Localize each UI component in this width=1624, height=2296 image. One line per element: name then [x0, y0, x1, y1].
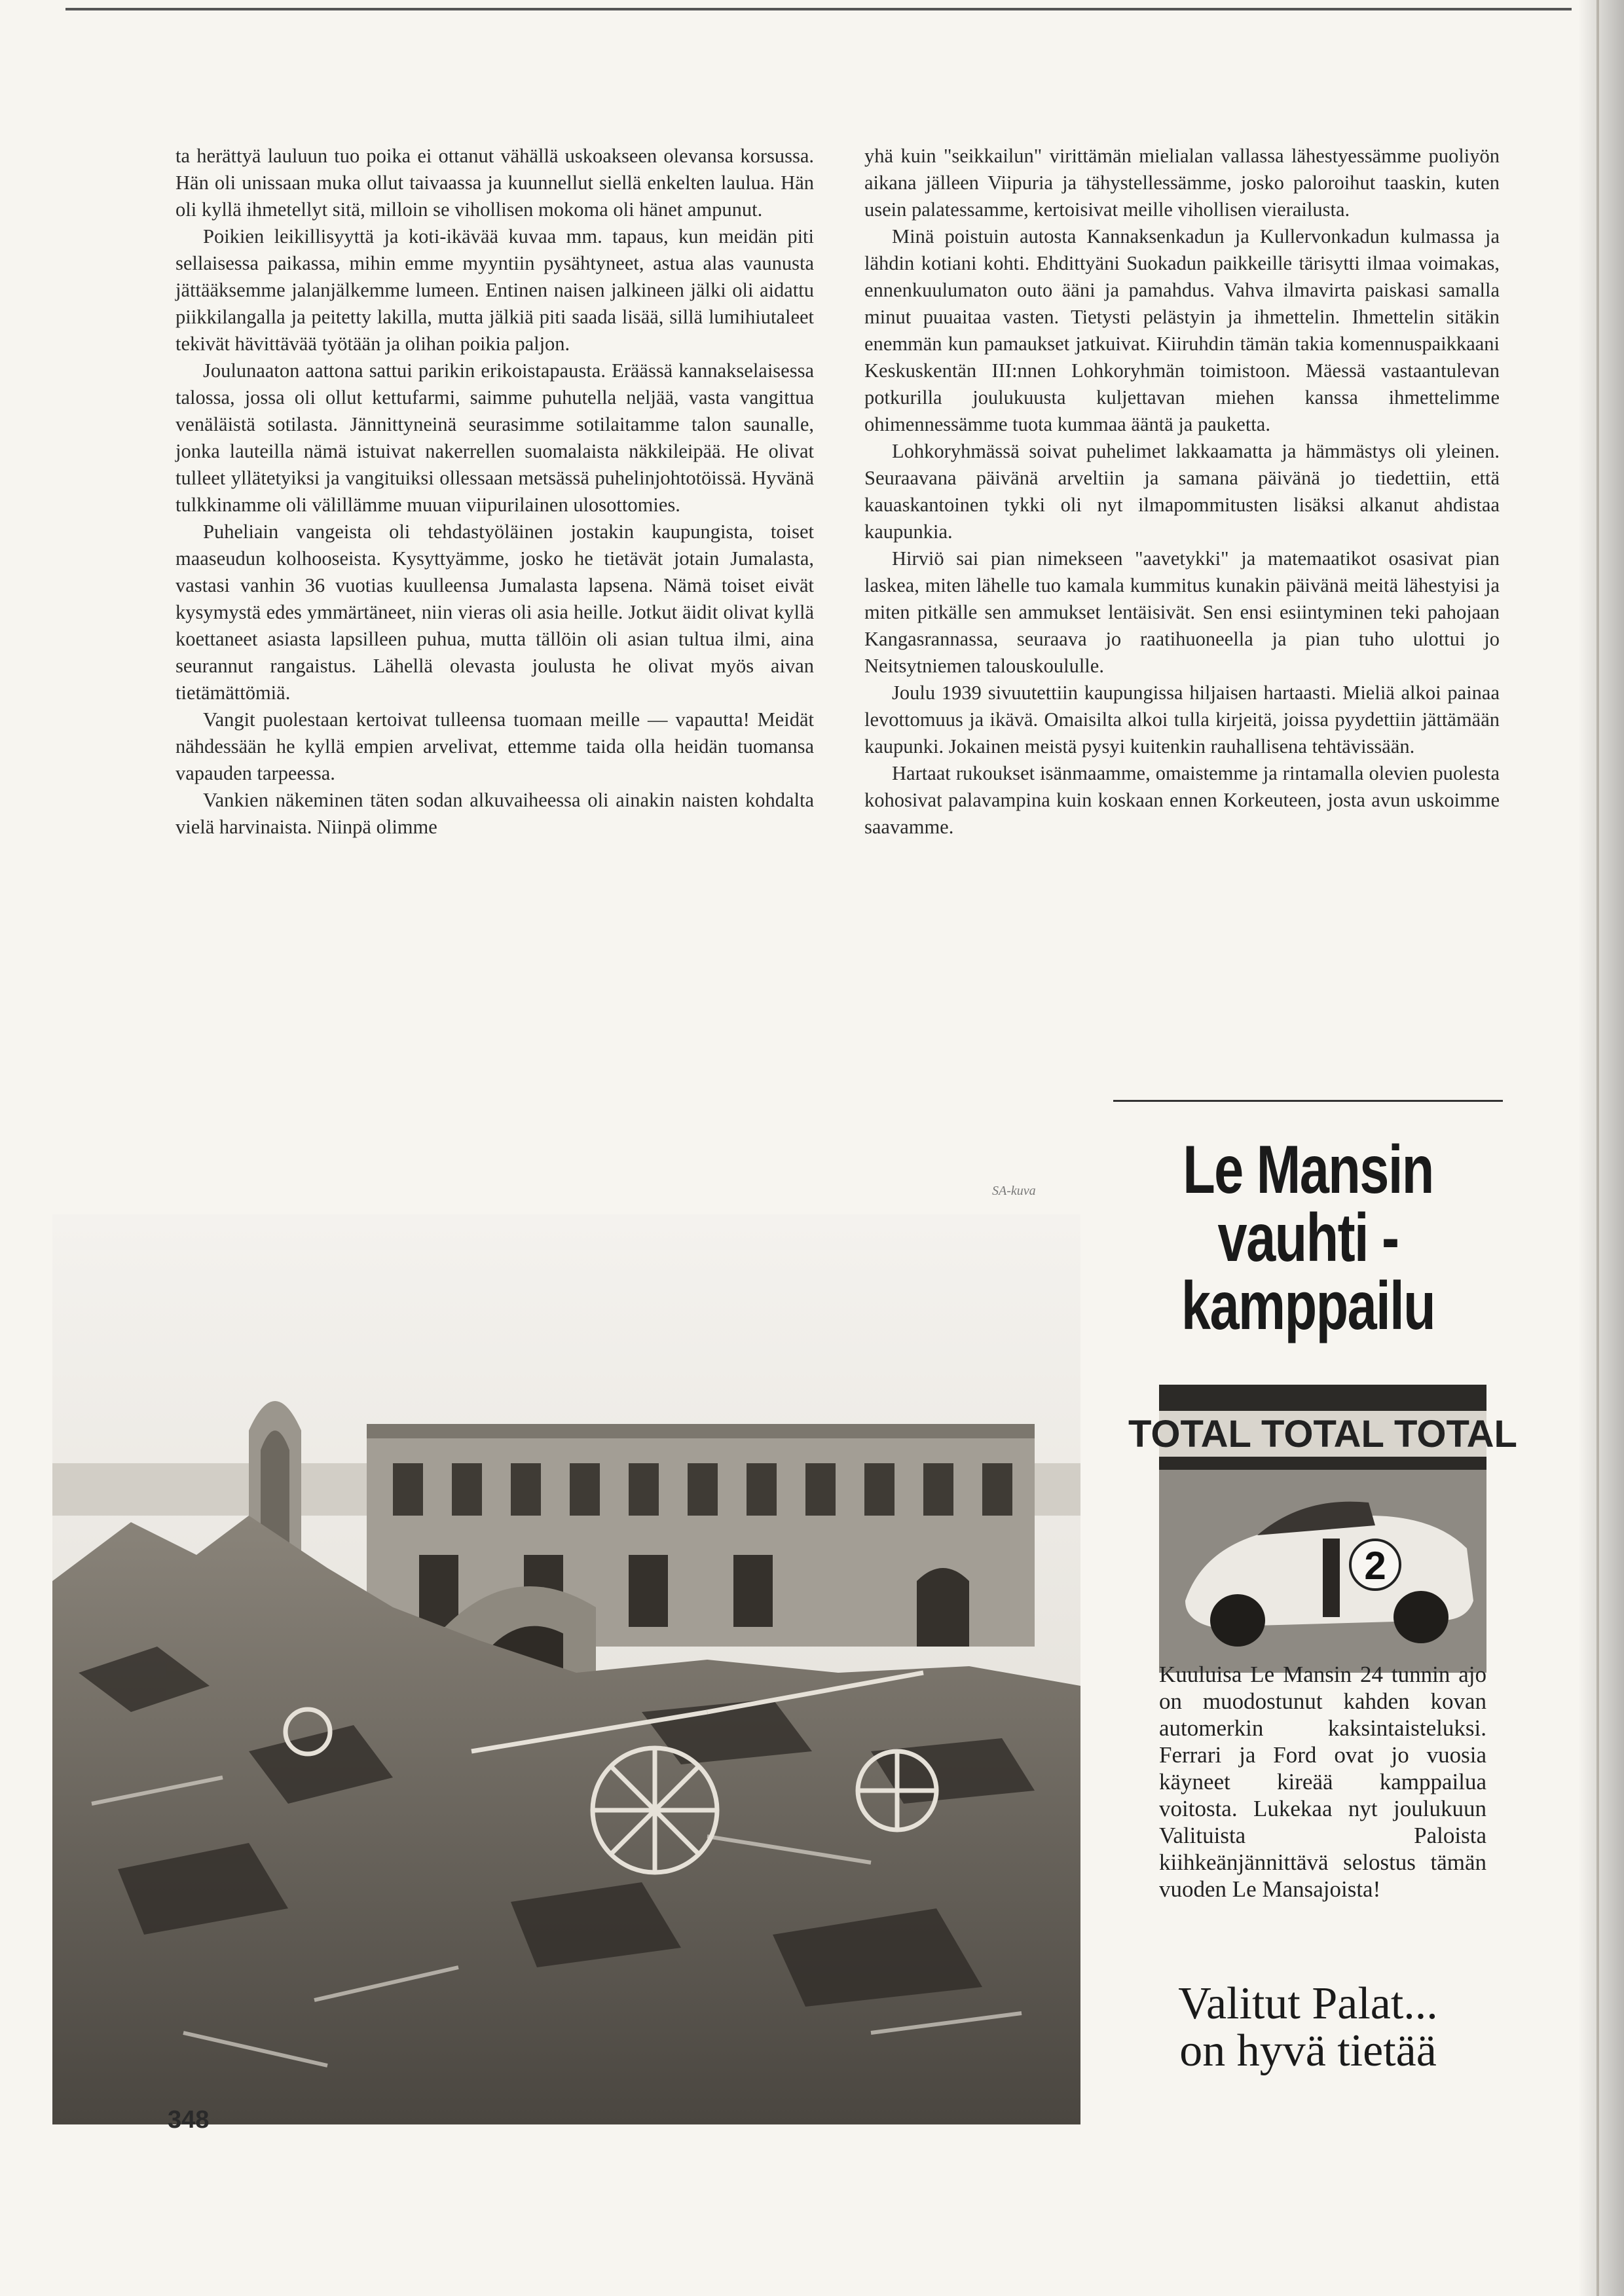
- race-car-photo: [1128, 1385, 1517, 1673]
- ad-brand-line: on hyvä tietää: [1179, 2026, 1437, 2076]
- article-right-column: [864, 143, 1500, 841]
- track-banner-text: TOTAL TOTAL TOTAL: [1128, 1413, 1517, 1455]
- paragraph: Puheliain vangeista oli tehdastyöläinen jostakin kaupungista, toiset maaseudun kolhooseista. Kysyttyämme, josko he tietävät jotain Jumalasta, vastasi vanhin 36 vuotias kuulleensa Jumalasta lapsena. Nämä toiset eivät kysymystä edes ymmärtäneet, niin vieras oli asia heille. Jotkut äidit olivat kyllä koettaneet asiasta lapsilleen puhua, mutta tällöin oli asian tultua ilmi, aina seurannut rangaistus. Lähellä olevasta joulusta he olivat myös aivan tietämättömiä.: [175, 520, 814, 704]
- ad-title: [1161, 1132, 1455, 1344]
- advertisement: [1113, 1100, 1517, 2167]
- ad-brand-line: Valitut Palat...: [1178, 1978, 1438, 2029]
- ad-title-line: Le Mansin: [1183, 1132, 1433, 1208]
- ad-title-line: kamppailu: [1181, 1268, 1435, 1344]
- paragraph: Vankien näkeminen täten sodan alkuvaiheessa oli ainakin naisten kohdalta vielä harvinaista. Niinpä olimme: [175, 789, 814, 838]
- paragraph: yhä kuin "seikkailun" virittämän mielialan vallassa lähestyessämme puoliyön aikana jälleen Viipuria ja tähystellessämme, josko paloroihut taaskin, kuten usein palatessamme, kertoisivat meille vihollisen vierailusta.: [864, 145, 1500, 221]
- station-ruins-photo: [52, 1214, 1080, 2124]
- top-rule: [65, 8, 1572, 10]
- photo-credit: SA-kuva: [992, 1184, 1036, 1198]
- car-number: 2: [1364, 1544, 1386, 1588]
- paragraph: Poikien leikillisyyttä ja koti-ikävää kuvaa mm. tapaus, kun meidän piti sellaisessa paikassa, mihin emme myyntiin pysähtyneet, astua alas vaunusta jättääksemme jalanjälkemme lumeen. Entinen naisen jalkineen jälki oli aidattu piikkilangalla ja peitetty lakilla, mutta jälkiä piti saada lisää, sillä lumihiutaleet tekivät hävittävää työtään ja olihan poikia paljon.: [175, 225, 814, 355]
- page-spine-shadow: [1578, 0, 1624, 2296]
- paragraph: ta herättyä lauluun tuo poika ei ottanut vähällä uskoakseen olevansa korsussa. Hän oli unissaan muka ollut taivaassa ja kuunnellut siellä enkelten laulua. Hän oli kyllä ihmetellyt sitä, milloin se vihollisen mokoma oli hänet ampunut.: [175, 145, 814, 221]
- paragraph: Joulu 1939 sivuutettiin kaupungissa hiljaisen hartaasti. Mieliä alkoi painaa levottomuus ja ikävä. Omaisilta alkoi tulla kirjeitä, joissa pyydettiin jättämään kaupunki. Jokainen meistä pysyi kuitenkin rauhallisena tehtävissään.: [864, 682, 1500, 757]
- page-number: 348: [168, 2106, 210, 2134]
- paragraph: Vangit puolestaan kertoivat tulleensa tuomaan meille — vapautta! Meidät nähdessään he kyllä empien arvelivat, ettemme taida olla heidän tuomansa vapauden tarpeessa.: [175, 708, 814, 784]
- ad-top-rule: [1113, 1100, 1503, 1102]
- paragraph: Hirviö sai pian nimekseen "aavetykki" ja matemaatikot osasivat pian laskea, miten lähelle tuo kamala kummitus kunakin päivänä meitä lähestyisi ja miten pitkälle sen ammukset lentäisivät. Sen ensi esiintyminen teki pahojaan Kangasrannassa, seuraava jo raatihuoneella ja pian tuho ulottui jo Neitsytniemen talouskoululle.: [864, 547, 1500, 677]
- ad-brand-slogan: [1113, 1980, 1503, 2075]
- paragraph: Joulunaaton aattona sattui parikin erikoistapausta. Eräässä kannakselaisessa talossa, jossa oli ollut kettufarmi, saimme puhutella neljää, vasta vangittua venäläistä sotilasta. Jännittyneinä seurasimme sotilaitamme talon saunalle, jonka lauteilla nämä istuivat nakerrellen suomalaista näkkileipää. He olivat tulleet yllätetyiksi ja vangituiksi ollessaan metsässä puhelinjohtotöissä. Hyvänä tulkkinamme oli välillämme muuan viipurilainen ulosottomies.: [175, 359, 814, 516]
- paragraph: Hartaat rukoukset isänmaamme, omaistemme ja rintamalla olevien puolesta kohosivat palavampina kuin koskaan ennen Korkeuteen, josta avun uskoimme saavamme.: [864, 762, 1500, 838]
- ad-body-text: Kuuluisa Le Mansin 24 tunnin ajo on muodostunut kahden kovan automerkin kaksintaisteluksi. Ferrari ja Ford ovat jo vuosia käyneet kireää kamppailua voitosta. Lukekaa nyt joulukuun Valituista Paloista kiihkeänjännittävä selostus tämän vuoden Le Mansajoista!: [1159, 1662, 1486, 1902]
- article-left-column: [175, 143, 814, 841]
- paragraph: Minä poistuin autosta Kannaksenkadun ja Kullervonkadun kulmassa ja lähdin kotiani kohti. Ehdittyäni Suokadun paikkeille tärisytti ilmaa voimakas, ennenkuulumaton outo ääni ja pamahdus. Vahva ilmavirta paiskasi samalla minut puuaitaa vasten. Tietysti pelästyin ja ihmettelin. Ihmettelin sitäkin enemmän kun pamaukset jatkuivat. Kiiruhdin tämän takia komennuspaikkaani Keskuskentän III:nnen Lohkoryhmän toimistoon. Mäessä vastaantulevan potkurilla joulukuusta kuljettavan miehen kanssa ihmettelimme ohimennessämme tuota kummaa ääntä ja pauketta.: [864, 225, 1500, 435]
- paragraph: Lohkoryhmässä soivat puhelimet lakkaamatta ja hämmästys oli yleinen. Seuraavana päivänä arveltiin ja samana päivänä jo tiedettiin, että kauaskantoinen tykki oli nyt ilmapommitusten lisäksi alkanut ahdistaa kaupunkia.: [864, 440, 1500, 543]
- ad-title-line: vauhti -: [1217, 1200, 1399, 1276]
